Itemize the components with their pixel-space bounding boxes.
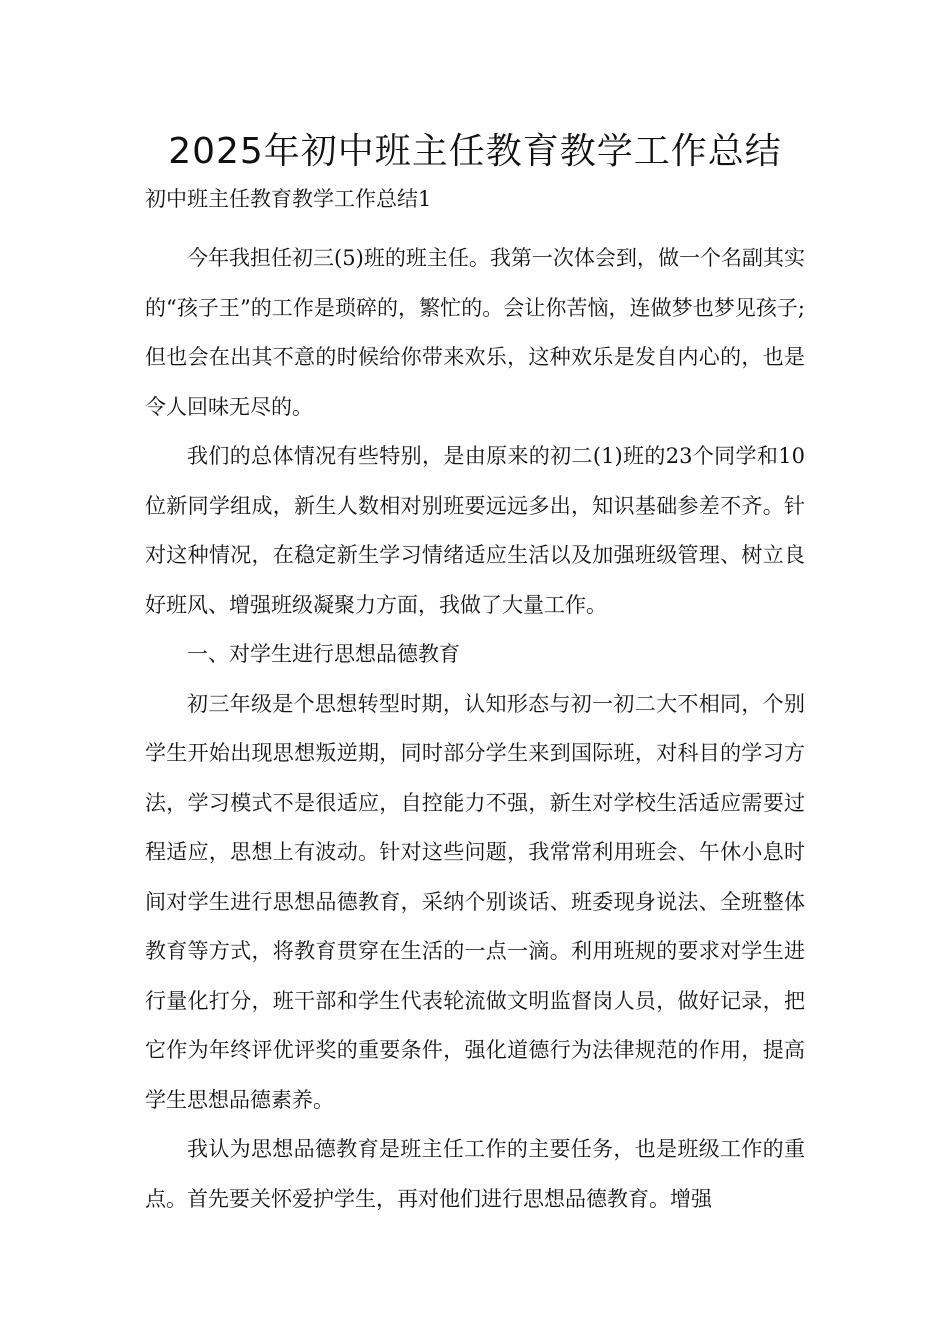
paragraph-3: 初三年级是个思想转型时期，认知形态与初一初二大不相同，个别学生开始出现思想叛逆期，同时部分学生来到国际班，对科目的学习方法，学习模式不是很适应，自控能力不强，新生对学校生活适应需要过程适应，思想上有波动。针对这些问题，我常常利用班会、午休小息时间对学生进行思想品德教育，采纳个别谈话、班委现身说法、全班整体教育等方式，将教育贯穿在生活的一点一滴。利用班规的要求对学生进行量化打分，班干部和学生代表轮流做文明监督岗人员，做好记录，把它作为年终评优评奖的重要条件，强化道德行为法律规范的作用，提高学生思想品德素养。: [145, 691, 805, 1112]
section-heading-1: 一、对学生进行思想品德教育: [187, 642, 460, 666]
document-body: [145, 184, 805, 1224]
paragraph-2: 我们的总体情况有些特别，是由原来的初二(1)班的23个同学和10位新同学组成，新生人数相对别班要远远多出，知识基础参差不齐。针对这种情况，在稳定新生学习情绪适应生活以及加强班级管理、树立良好班风、增强班级凝聚力方面，我做了大量工作。: [145, 444, 805, 617]
document-title: 2025年初中班主任教育教学工作总结: [168, 131, 782, 172]
paragraph-1: 今年我担任初三(5)班的班主任。我第一次体会到，做一个名副其实的“孩子王”的工作是琐碎的，繁忙的。会让你苦恼，连做梦也梦见孩子;但也会在出其不意的时候给你带来欢乐，这种欢乐是发自内心的，也是令人回味无尽的。: [145, 246, 805, 419]
paragraph-4: 我认为思想品德教育是班主任工作的主要任务，也是班级工作的重点。首先要关怀爱护学生，再对他们进行思想品德教育。增强: [145, 1137, 805, 1211]
document-subtitle: 初中班主任教育教学工作总结1: [145, 187, 432, 211]
